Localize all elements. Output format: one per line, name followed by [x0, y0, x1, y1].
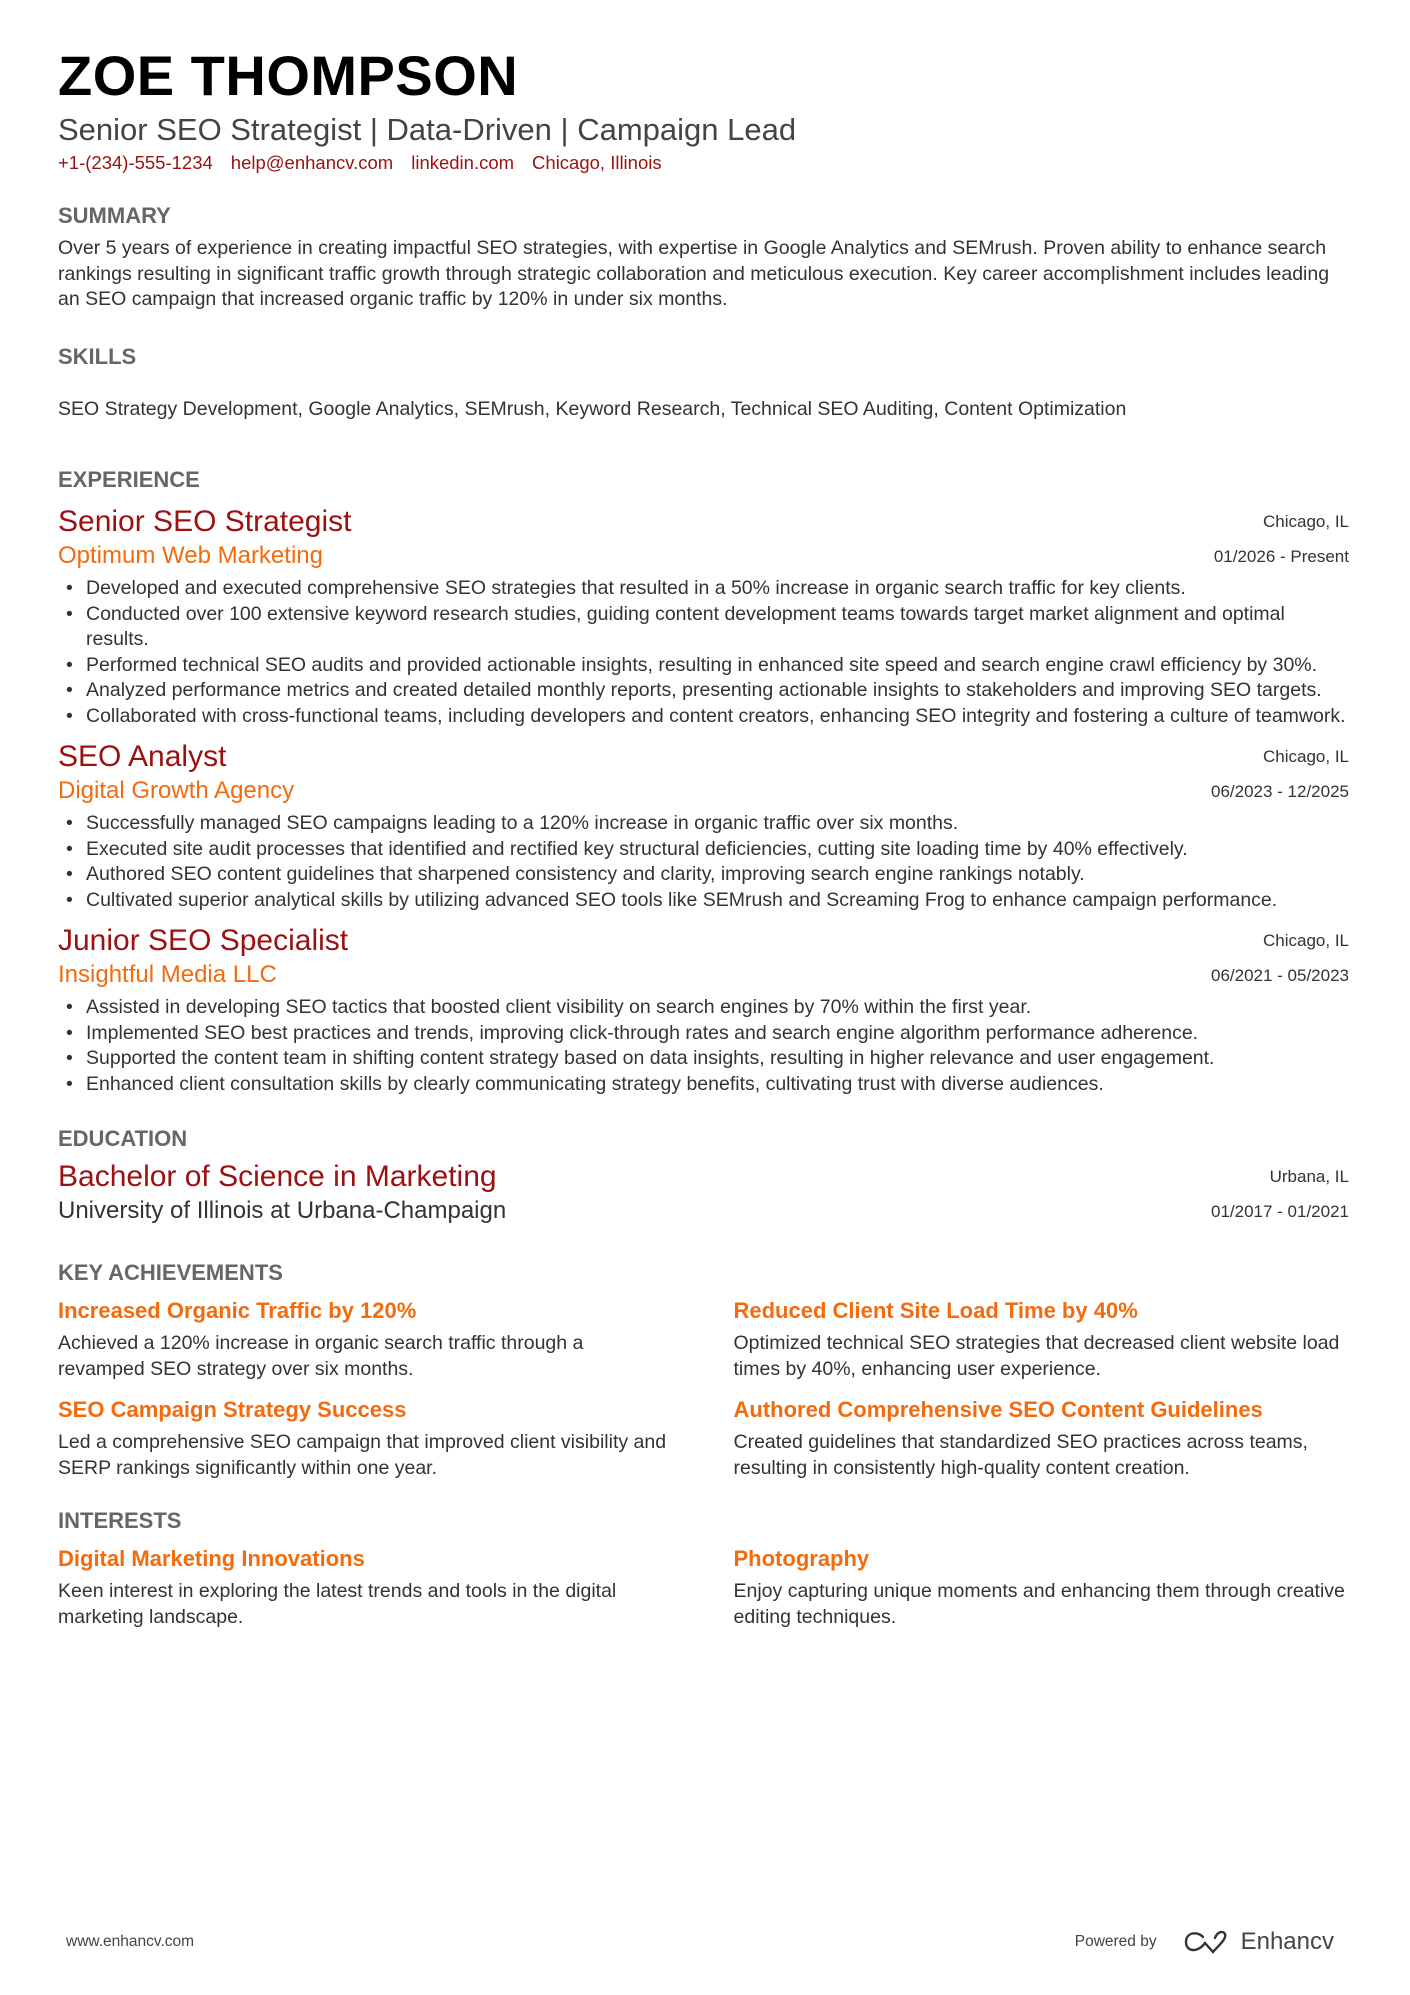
enhancv-logo-icon [1183, 1929, 1229, 1955]
contact-row [58, 152, 1349, 174]
candidate-name: ZOE THOMPSON [58, 44, 519, 107]
bullet-item: • Developed and executed comprehensive SEO strategies that resulted in a 50% increase in organic search traffic for key clients. [58, 576, 1349, 602]
achievements-heading: KEY ACHIEVEMENTS [58, 1260, 283, 1285]
bullet-item: • Analyzed performance metrics and created detailed monthly reports, presenting actionable insights to stakeholders and improving SEO targets. [58, 678, 1349, 704]
job-title: SEO Analyst [58, 740, 227, 773]
education-dates: 01/2017 - 01/2021 [1210, 1202, 1349, 1221]
company: Digital Growth Agency [58, 777, 295, 804]
job-bullets [58, 995, 1349, 1097]
achievement-title: Increased Organic Traffic by 120% [58, 1298, 417, 1323]
enhancv-logo[interactable] [1183, 1928, 1334, 1956]
degree: Bachelor of Science in Marketing [58, 1160, 497, 1193]
bullet-item: • Conducted over 100 extensive keyword research studies, guiding content development teams towards target market alignment and optimal results. [58, 602, 1349, 653]
interest-title: Photography [733, 1546, 870, 1571]
bullet-item: • Cultivated superior analytical skills by utilizing advanced SEO tools like SEMrush and Screaming Frog to enhance campaign performance. [58, 888, 1349, 914]
achievement-item [58, 1295, 674, 1382]
job-entry [58, 739, 1349, 913]
job-location: Chicago, IL [1263, 747, 1349, 766]
linkedin-link[interactable]: linkedin.com [411, 152, 515, 173]
education-heading: EDUCATION [58, 1126, 188, 1151]
resume [58, 44, 1349, 1630]
footer [66, 1928, 1334, 1956]
education-entry [58, 1159, 1349, 1229]
job-dates: 06/2023 - 12/2025 [1210, 782, 1349, 801]
interest-item [58, 1543, 674, 1630]
powered-by-label: Powered by [1074, 1933, 1157, 1950]
bullet-item: • Collaborated with cross-functional teams, including developers and content creators, enhancing SEO integrity and fostering a culture of teamwork. [58, 704, 1349, 730]
interests-grid [58, 1543, 1349, 1630]
summary-text: Over 5 years of experience in creating impactful SEO strategies, with expertise in Google Analytics and SEMrush. Proven ability to enhance search rankings resulting in significant traffic growth through strategic collaboration and meticulous execution. Key career accomplishment includes leading an SEO campaign that increased organic traffic by 120% in under six months. [58, 237, 1330, 310]
achievements-grid [58, 1295, 1349, 1481]
job-bullets [58, 811, 1349, 913]
experience-list [58, 504, 1349, 1097]
job-title: Senior SEO Strategist [58, 505, 352, 538]
interest-text: Enjoy capturing unique moments and enhancing them through creative editing techniques. [733, 1580, 1345, 1628]
bullet-item: • Assisted in developing SEO tactics that boosted client visibility on search engines by 70% within the first year. [58, 995, 1349, 1021]
job-location: Chicago, IL [1263, 931, 1349, 950]
bullet-item: • Performed technical SEO audits and provided actionable insights, resulting in enhanced site speed and search engine crawl efficiency by 30%. [58, 653, 1349, 679]
achievement-text: Achieved a 120% increase in organic search traffic through a revamped SEO strategy over six months. [58, 1332, 584, 1380]
job-bullets [58, 576, 1349, 729]
experience-heading: EXPERIENCE [58, 467, 200, 492]
phone[interactable]: +1-(234)-555-1234 [58, 152, 213, 173]
achievement-title: Reduced Client Site Load Time by 40% [733, 1298, 1138, 1323]
bullet-item: • Supported the content team in shifting content strategy based on data insights, resulting in higher relevance and user engagement. [58, 1046, 1349, 1072]
bullet-item: • Executed site audit processes that identified and rectified key structural deficiencies, cutting site loading time by 40% effectively. [58, 837, 1349, 863]
achievement-item [734, 1295, 1350, 1382]
summary-heading: SUMMARY [58, 203, 171, 228]
achievement-text: Created guidelines that standardized SEO practices across teams, resulting in consistently high-quality content creation. [733, 1431, 1308, 1479]
job-dates: 06/2021 - 05/2023 [1210, 966, 1349, 985]
company: Insightful Media LLC [58, 961, 277, 988]
location: Chicago, Illinois [532, 152, 662, 173]
skills-heading: SKILLS [58, 343, 137, 369]
interest-title: Digital Marketing Innovations [58, 1546, 365, 1571]
brand-name: Enhancv [1240, 1928, 1334, 1955]
headline: Senior SEO Strategist | Data-Driven | Campaign Lead [58, 112, 797, 147]
school: University of Illinois at Urbana-Champaign [58, 1197, 507, 1224]
job-title: Junior SEO Specialist [58, 924, 349, 957]
achievement-item [58, 1394, 674, 1481]
website-link[interactable]: www.enhancv.com [66, 1933, 195, 1950]
job-dates: 01/2026 - Present [1213, 547, 1349, 566]
achievement-text: Led a comprehensive SEO campaign that improved client visibility and SERP rankings significantly within one year. [58, 1431, 667, 1479]
bullet-item: • Implemented SEO best practices and trends, improving click-through rates and search engine algorithm performance adherence. [58, 1021, 1349, 1047]
interest-text: Keen interest in exploring the latest trends and tools in the digital marketing landscape. [58, 1580, 617, 1628]
achievement-text: Optimized technical SEO strategies that decreased client website load times by 40%, enhancing user experience. [733, 1332, 1340, 1380]
achievement-title: Authored Comprehensive SEO Content Guidelines [733, 1397, 1263, 1422]
job-location: Chicago, IL [1263, 512, 1349, 531]
job-entry [58, 504, 1349, 729]
skills-text: SEO Strategy Development, Google Analytics, SEMrush, Keyword Research, Technical SEO Auditing, Content Optimization [58, 397, 1127, 420]
email[interactable]: help@enhancv.com [230, 152, 394, 173]
bullet-item: • Successfully managed SEO campaigns leading to a 120% increase in organic traffic over six months. [58, 811, 1349, 837]
achievement-title: SEO Campaign Strategy Success [58, 1397, 407, 1422]
interests-heading: INTERESTS [58, 1508, 182, 1533]
education-location: Urbana, IL [1269, 1167, 1349, 1186]
bullet-item: • Authored SEO content guidelines that sharpened consistency and clarity, improving search engine rankings notably. [58, 862, 1349, 888]
bullet-item: • Enhanced client consultation skills by clearly communicating strategy benefits, cultivating trust with diverse audiences. [58, 1072, 1349, 1098]
achievement-item [734, 1394, 1350, 1481]
interest-item [734, 1543, 1350, 1630]
job-entry [58, 923, 1349, 1097]
company: Optimum Web Marketing [58, 542, 323, 569]
